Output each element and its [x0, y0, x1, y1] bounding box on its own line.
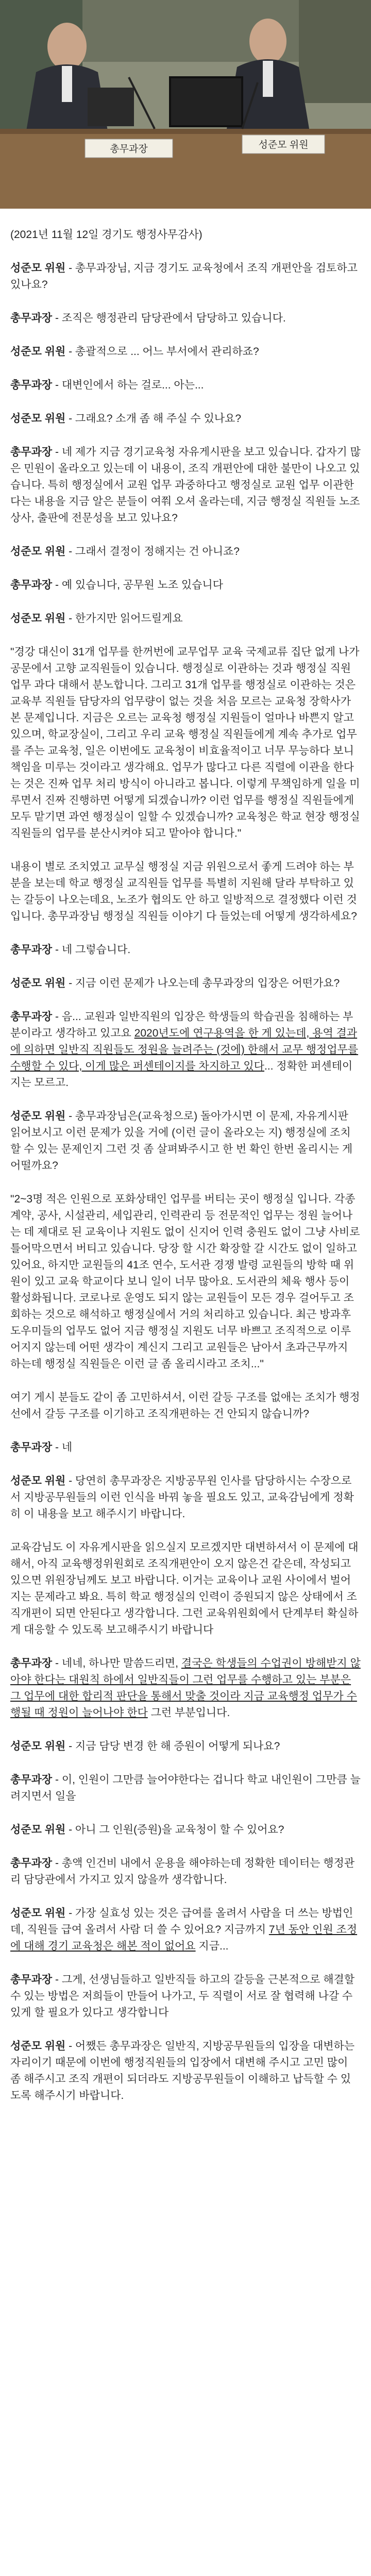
speech-text: 여기 게시 분들도 같이 좀 고민하셔서, 이런 갈등 구조를 없애는 조치가 행정선에서 갈등 구조를 이기하고 조직개편하는 건 안되지 않습니까?	[10, 1392, 360, 1420]
transcript-paragraph	[10, 611, 361, 627]
speech-text: - 조직은 행정관리 담당관에서 담당하고 있습니다.	[52, 312, 286, 324]
speech-text: - 그게, 선생님들하고 일반직들 하고의 갈등을 근본적으로 해결할 수 있는 방법은 저희들이 만들어 나가고, 두 직렬이 서로 잘 협력해 나갈 수 있게 할 필요가 있다고 생각합니다	[10, 1974, 355, 2019]
transcript-paragraph	[10, 859, 361, 925]
speaker-name: 총무과장	[10, 1774, 53, 1786]
speaker-name: 성준모 위원	[10, 262, 66, 274]
transcript-paragraph	[10, 1539, 361, 1638]
transcript-paragraph	[10, 1655, 361, 1721]
speaker-name: 총무과장	[10, 379, 53, 391]
transcript	[10, 260, 361, 2104]
speaker-name: 성준모 위원	[10, 1824, 66, 1836]
transcript-paragraph	[10, 1009, 361, 1091]
speech-text: - 가장 실효성 있는 것은 급여를 올려서 사람을 더 쓰는 방법인데, 직원들 급여 올려서 사람 더 쓸 수 있어요? 지금까지	[10, 1907, 353, 1936]
article-body	[10, 227, 361, 2121]
transcript-paragraph	[10, 1738, 361, 1755]
transcript-paragraph	[10, 1191, 361, 1372]
speech-text: - 예 있습니다, 공무원 노조 있습니다	[52, 579, 223, 591]
speaker-name: 성준모 위원	[10, 546, 66, 557]
transcript-paragraph	[10, 444, 361, 527]
speech-text: - 총무과장님, 지금 경기도 교육청에서 조직 개편안을 검토하고 있나요?	[10, 262, 358, 291]
speech-text: - 이, 인원이 그만큼 늘어야한다는 겁니다 학교 내인원이 그만큼 늘려지면서 일을	[10, 1774, 361, 1802]
speech-text: "경강 대신이 31개 업무를 한꺼번에 교무업무 교육 국제교류 집단 없게 나가 공문에서 고향 교직원들이 있습니다. 행정실로 이관하는 것과 행정실 직원 업무 과다 대해서 분노합니다. 그리고 31개 업무를 행정실로 이관하는 것은 교육부 직원들 담당자의 업무량이 없는 것을 처음 모르는 교육청 장학사가 본 문제입니다. 지금은 오르는 교육청 행정실 지원들이 얼마나 바쁜지 알고 있으며, 학교장실이, 그리고 우리 교육 행정실 직원들에게 계속 추가로 업무를 주는 교육청, 일은 이번에도 교육청이 비효율적이고 너무 무능하다 보니 책임을 미루는 것이라고 생각해요. 업무가 많다고 다른 직렬에 이관을 한다는 것은 진짜 업무 처리 방식이 아니라고 봅니다. 이렇게 무책임하게 일을 미루면서 진짜 진행하면 어떻게 되겠습니까? 이런 업무를 행정실 직원들에게 모두 맡기면 과연 행정실이 일할 수 있겠습니까? 교육청은 학교 현장 행정실 직원들의 업무를 분산시켜야 되고 맡아야 합니다."	[10, 646, 360, 839]
speaker-name: 성준모 위원	[10, 413, 66, 425]
speaker-name: 성준모 위원	[10, 1740, 66, 1752]
transcript-paragraph	[10, 344, 361, 360]
transcript-paragraph	[10, 1972, 361, 2021]
speech-text: - 총무과장님은(교육청으로) 돌아가시면 이 문제, 자유게시판 읽어보시고 이런 문제가 있을 거에 (이런 글이 올라오는 지) 행정실에 조치할 수 있는 문제인지 그런 것 좀 살펴봐주시고 한 번 확인 한번 올리시는 게 어떨까요?	[10, 1110, 353, 1172]
speaker-name: 성준모 위원	[10, 1475, 66, 1487]
transcript-paragraph	[10, 377, 361, 394]
speech-text: - 당연히 총무과장은 지방공무원 인사를 담당하시는 수장으로서 지방공무원들의 이런 인식을 바꿔 놓을 필요도 있고, 교육감님에게 정확히 이 내용을 보고 해주시기 바랍니다.	[10, 1475, 354, 1520]
speech-text: - 한가지만 읽어드릴게요	[65, 613, 183, 624]
speech-text: - 네네, 하나만 말씀드리면,	[52, 1657, 181, 1669]
underlined-text: 2020년도에 연구용역을 한 게 있는데, 용역 결과에 의하면 일반직 직원들도 정원을 늘려주는 (것에) 한해서 교무 행정업무를 수행할 수 있다, 이게 많은 퍼센테이지를 차지하고 있다	[10, 1027, 359, 1072]
speaker-name: 총무과장	[10, 1657, 53, 1669]
speaker-name: 총무과장	[10, 446, 53, 458]
hearing-photo	[0, 0, 371, 209]
speaker-name: 성준모 위원	[10, 346, 66, 358]
transcript-paragraph	[10, 1905, 361, 1955]
speech-text: - 네	[52, 1442, 73, 1453]
transcript-paragraph	[10, 1772, 361, 1805]
transcript-paragraph	[10, 310, 361, 327]
speech-text: - 총괄적으로 ... 어느 부서에서 관리하죠?	[65, 346, 259, 358]
speaker-name: 총무과장	[10, 944, 53, 956]
transcript-paragraph	[10, 644, 361, 842]
speech-text: - 음... 교원과 일반직원의 입장은 학생들의 학습권을 침해하는 부분이라고 생각하고 있고요	[10, 1011, 353, 1039]
speech-text: - 지금 이런 문제가 나오는데 총무과장의 입장은 어떤가요?	[65, 977, 340, 989]
speaker-name: 총무과장	[10, 579, 53, 591]
transcript-paragraph	[10, 544, 361, 560]
speaker-name: 총무과장	[10, 1011, 53, 1023]
speech-text: - 지금 담당 변경 한 해 증원이 어떻게 되나요?	[65, 1740, 280, 1752]
nameplate-left: 총무과장	[110, 144, 148, 155]
speech-text: - 아니 그 인원(증원)을 교육청이 할 수 있어요?	[65, 1824, 284, 1836]
transcript-paragraph	[10, 411, 361, 427]
transcript-paragraph	[10, 975, 361, 992]
speaker-name: 성준모 위원	[10, 2040, 66, 2052]
speaker-name: 총무과장	[10, 312, 53, 324]
speech-text: - 네 그렇습니다.	[52, 944, 131, 956]
speaker-name: 총무과장	[10, 1974, 53, 1986]
speech-text: - 그래요? 소개 좀 해 주실 수 있나요?	[65, 413, 242, 425]
speech-text: - 총액 인건비 내에서 운용을 해야하는데 정확한 데이터는 행정관리 담당관에서 가지고 있지 않을까 생각합니다.	[10, 1857, 355, 1886]
underlined-text: 결국은 학생들의 수업권이 방해받지 않아야 한다는 대원칙 하에서 일반직들이 그런 업무를 수행하고 있는 부분은 그 업무에 대한 합리적 판단을 통해서 맞출 것이라 지금 교육행정 업무가 수행될 때 정원이 늘어나야 한다	[10, 1657, 361, 1719]
speech-text: - 어쨌든 총무과장은 일반직, 지방공무원들의 입장을 대변하는 자리이기 때문에 이번에 행정직원들의 입장에서 대변해 주시고 고민 많이 좀 해주시고 조직 개편이 되더라도 지방공무원들이 이해하고 납득할 수 있도록 해주시기 바랍니다.	[10, 2040, 355, 2102]
transcript-paragraph	[10, 577, 361, 594]
transcript-paragraph	[10, 1855, 361, 1888]
speaker-name: 성준모 위원	[10, 977, 66, 989]
speaker-name: 총무과장	[10, 1442, 53, 1453]
speech-text: 교육감님도 이 자유게시판을 읽으실지 모르겠지만 대변하셔서 이 문제에 대해서, 아직 교육행정위원회로 조직개편안이 오지 않은건 같은데, 작성되고 있으면 위원장님께도 보고 바랍니다. 이거는 교육이나 교원 사이에서 벌어지는 문제라고 봐요. 특히 학교 행정실의 인력이 증원되지 않은 상태에서 조직개편이 되면 안된다고 생각합니다. 그런 교육위원회에서 단계부터 확실하게 대응할 수 있도록 보고해주시기 바랍니다	[10, 1541, 359, 1636]
speech-text: ... 정확한 퍼센테이지는 모르고.	[10, 1060, 353, 1089]
hearing-date: (2021년 11월 12일 경기도 행정사무감사)	[10, 229, 203, 241]
hearing-scene-image	[0, 0, 371, 209]
speaker-name: 총무과장	[10, 1857, 53, 1869]
transcript-paragraph	[10, 1822, 361, 1838]
speech-text: - 네 제가 지금 경기교육청 자유게시판을 보고 있습니다. 갑자기 많은 민원이 올라오고 있는데 이 내용이, 조직 개편안에 대한 불만이 나오고 있습니다. 특히 행정실에서 교원 업무 과중하다고 행정실로 교원 업무 이관한다는 내용을 지금 알은 분들이 여쭤 오셔 올라는데, 지금 행정실 직원들 노조 상사, 출판에 전문성을 보고 있나요?	[10, 446, 361, 524]
underlined-text: 7년 동안 인원 조정에 대해 경기 교육청은 해본 적이 없어요	[10, 1924, 358, 1952]
transcript-paragraph	[10, 1389, 361, 1422]
speaker-name: 성준모 위원	[10, 1110, 66, 1122]
transcript-paragraph	[10, 1473, 361, 1522]
speech-text: - 대변인에서 하는 걸로... 아는...	[52, 379, 204, 391]
speech-text: - 그래서 결정이 정해지는 건 아니죠?	[65, 546, 240, 557]
speaker-name: 성준모 위원	[10, 613, 66, 624]
speech-text: 지금...	[195, 1940, 229, 1952]
transcript-paragraph	[10, 1108, 361, 1174]
speaker-name: 성준모 위원	[10, 1907, 66, 1919]
speech-text: 내용이 별로 조치였고 교무실 행정실 지금 위원으로서 좋게 드려야 하는 부분을 보는데 학교 행정실 교직원들 업무를 특별히 지원해 달라 부탁하고 있는 갈등이 나오는데요, 노조가 협의도 안 하고 일방적으로 결정했다 이런 것입니다. 총무과장님 행정실 직원들 이야기 다 들었는데 어떻게 생각하세요?	[10, 861, 357, 922]
nameplate-right: 성준모 위원	[258, 140, 309, 150]
transcript-paragraph	[10, 260, 361, 293]
transcript-paragraph	[10, 1439, 361, 1456]
transcript-paragraph	[10, 942, 361, 958]
speech-text: 그런 부분입니다.	[147, 1707, 230, 1719]
transcript-paragraph	[10, 2038, 361, 2104]
speech-text: "2~3명 적은 인원으로 포화상태인 업무를 버티는 곳이 행정실 입니다. 각종 계약, 공사, 시설관리, 세입관리, 인력관리 등 전문적인 업무는 정원 늘어나는 데 제대로 된 교육이나 지원도 없이 신지어 인력 충원도 없이 그냥 사비로 틀어막으면서 버티고 있습니다. 당장 할 시간 확장할 갈 시간도 없이 일하고 있어요, 하지만 교원들의 41조 연수, 도서관 경쟁 발령 교원들의 방학 때 위원이 있고 교육 학교이다 보니 일이 너무 많아요. 도서관의 체육 행사 등이 활성화됩니다. 코로나로 운영도 되지 않는 교원들이 모든 경우 걸어두고 조회하는 것으로 해석하고 행정실에서 거의 처리하고 있습니다. 최근 방과후 도우미들의 업무도 없어 지금 행정실 지원도 너무 바쁘고 조직적으로 이루어지지 않는데 어떤 생각이 계신지 그리고 교원들은 남아서 초과근무까지 하는데 행정실 직원들은 이런 글 좀 올리시라고 조치..."	[10, 1193, 360, 1370]
